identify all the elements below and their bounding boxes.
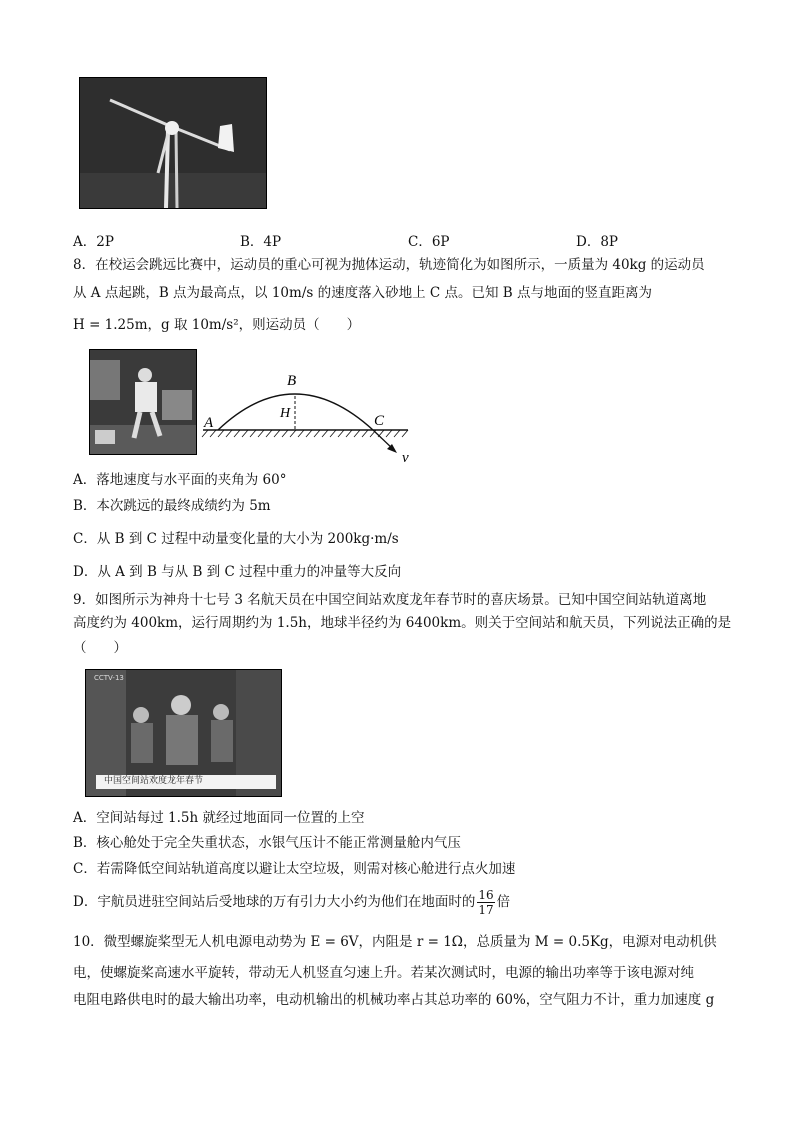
long-jump-photo bbox=[89, 349, 197, 455]
label-b: B bbox=[287, 373, 297, 389]
q10-line3: 电阻电路供电时的最大输出功率，电动机输出的机械功率占其总功率的 60%，空气阻力不计，重力加速度 g bbox=[73, 992, 715, 1008]
q9-stem-line1: 9．如图所示为神舟十七号 3 名航天员在中国空间站欢度龙年春节时的喜庆场景。已知中国空间站轨道离地 bbox=[73, 592, 707, 608]
q9-option-d-suffix: 倍 bbox=[496, 894, 511, 910]
fraction-denominator: 17 bbox=[478, 903, 494, 917]
q9-stem-line2: 高度约为 400km，运行周期约为 1.5h，地球半径约为 6400km。则关于空间站和航天员，下列说法正确的是 bbox=[73, 615, 732, 631]
wind-turbine-photo bbox=[79, 77, 267, 209]
cctv-logo: CCTV-13 bbox=[94, 674, 124, 682]
q8-stem-line2: 从 A 点起跳，B 点为最高点，以 10m/s 的速度落入砂地上 C 点。已知 B 点与地面的竖直距离为 bbox=[73, 285, 652, 301]
q7-option-b[interactable]: B．4P bbox=[240, 234, 282, 250]
q8-stem-line1: 8．在校运会跳远比赛中，运动员的重心可视为抛体运动，轨迹简化为如图所示，一质量为 40kg 的运动员 bbox=[73, 257, 705, 273]
wind-turbine-illustration bbox=[80, 78, 266, 208]
label-h: H bbox=[280, 406, 291, 421]
q9-option-d-text: D．宇航员进驻空间站后受地球的万有引力大小约为他们在地面时的 bbox=[73, 894, 476, 910]
photo-caption: 中国空间站欢度龙年春节 bbox=[104, 776, 204, 786]
q10-line2: 电，使螺旋桨高速水平旋转，带动无人机竖直匀速上升。若某次测试时，电源的输出功率等于该电源对纯 bbox=[73, 965, 694, 981]
q9-option-a[interactable]: A．空间站每过 1.5h 就经过地面同一位置的上空 bbox=[73, 810, 365, 826]
q8-option-c[interactable]: C．从 B 到 C 过程中动量变化量的大小为 200kg·m/s bbox=[73, 531, 399, 547]
q9-option-d[interactable] bbox=[73, 884, 510, 920]
label-c: C bbox=[374, 413, 385, 429]
q7-option-a[interactable]: A．2P bbox=[73, 234, 114, 250]
q8-option-d[interactable]: D．从 A 到 B 与从 B 到 C 过程中重力的冲量等大反向 bbox=[73, 564, 402, 580]
q9-option-b[interactable]: B．核心舱处于完全失重状态，水银气压计不能正常测量舱内气压 bbox=[73, 835, 461, 851]
trajectory-diagram bbox=[198, 370, 418, 465]
long-jump-illustration bbox=[90, 350, 196, 454]
q9-option-c[interactable]: C．若需降低空间站轨道高度以避让太空垃圾，则需对核心舱进行点火加速 bbox=[73, 861, 516, 877]
q9-stem-line3: （ ） bbox=[73, 640, 127, 656]
q8-option-b[interactable]: B．本次跳远的最终成绩约为 5m bbox=[73, 498, 271, 514]
label-v: v bbox=[402, 450, 409, 465]
q8-option-a[interactable]: A．落地速度与水平面的夹角为 60° bbox=[73, 472, 287, 488]
q8-stem-line3: H = 1.25m，g 取 10m/s²，则运动员（ ） bbox=[73, 317, 361, 333]
label-a: A bbox=[204, 415, 214, 431]
space-station-photo bbox=[85, 669, 282, 797]
q10-line1: 10．微型螺旋桨型无人机电源电动势为 E = 6V，内阻是 r = 1Ω，总质量为 M = 0.5Kg，电源对电动机供 bbox=[73, 934, 717, 950]
q7-option-d[interactable]: D．8P bbox=[576, 234, 618, 250]
fraction bbox=[477, 888, 494, 917]
q7-option-c[interactable]: C．6P bbox=[408, 234, 450, 250]
fraction-numerator: 16 bbox=[478, 888, 494, 902]
